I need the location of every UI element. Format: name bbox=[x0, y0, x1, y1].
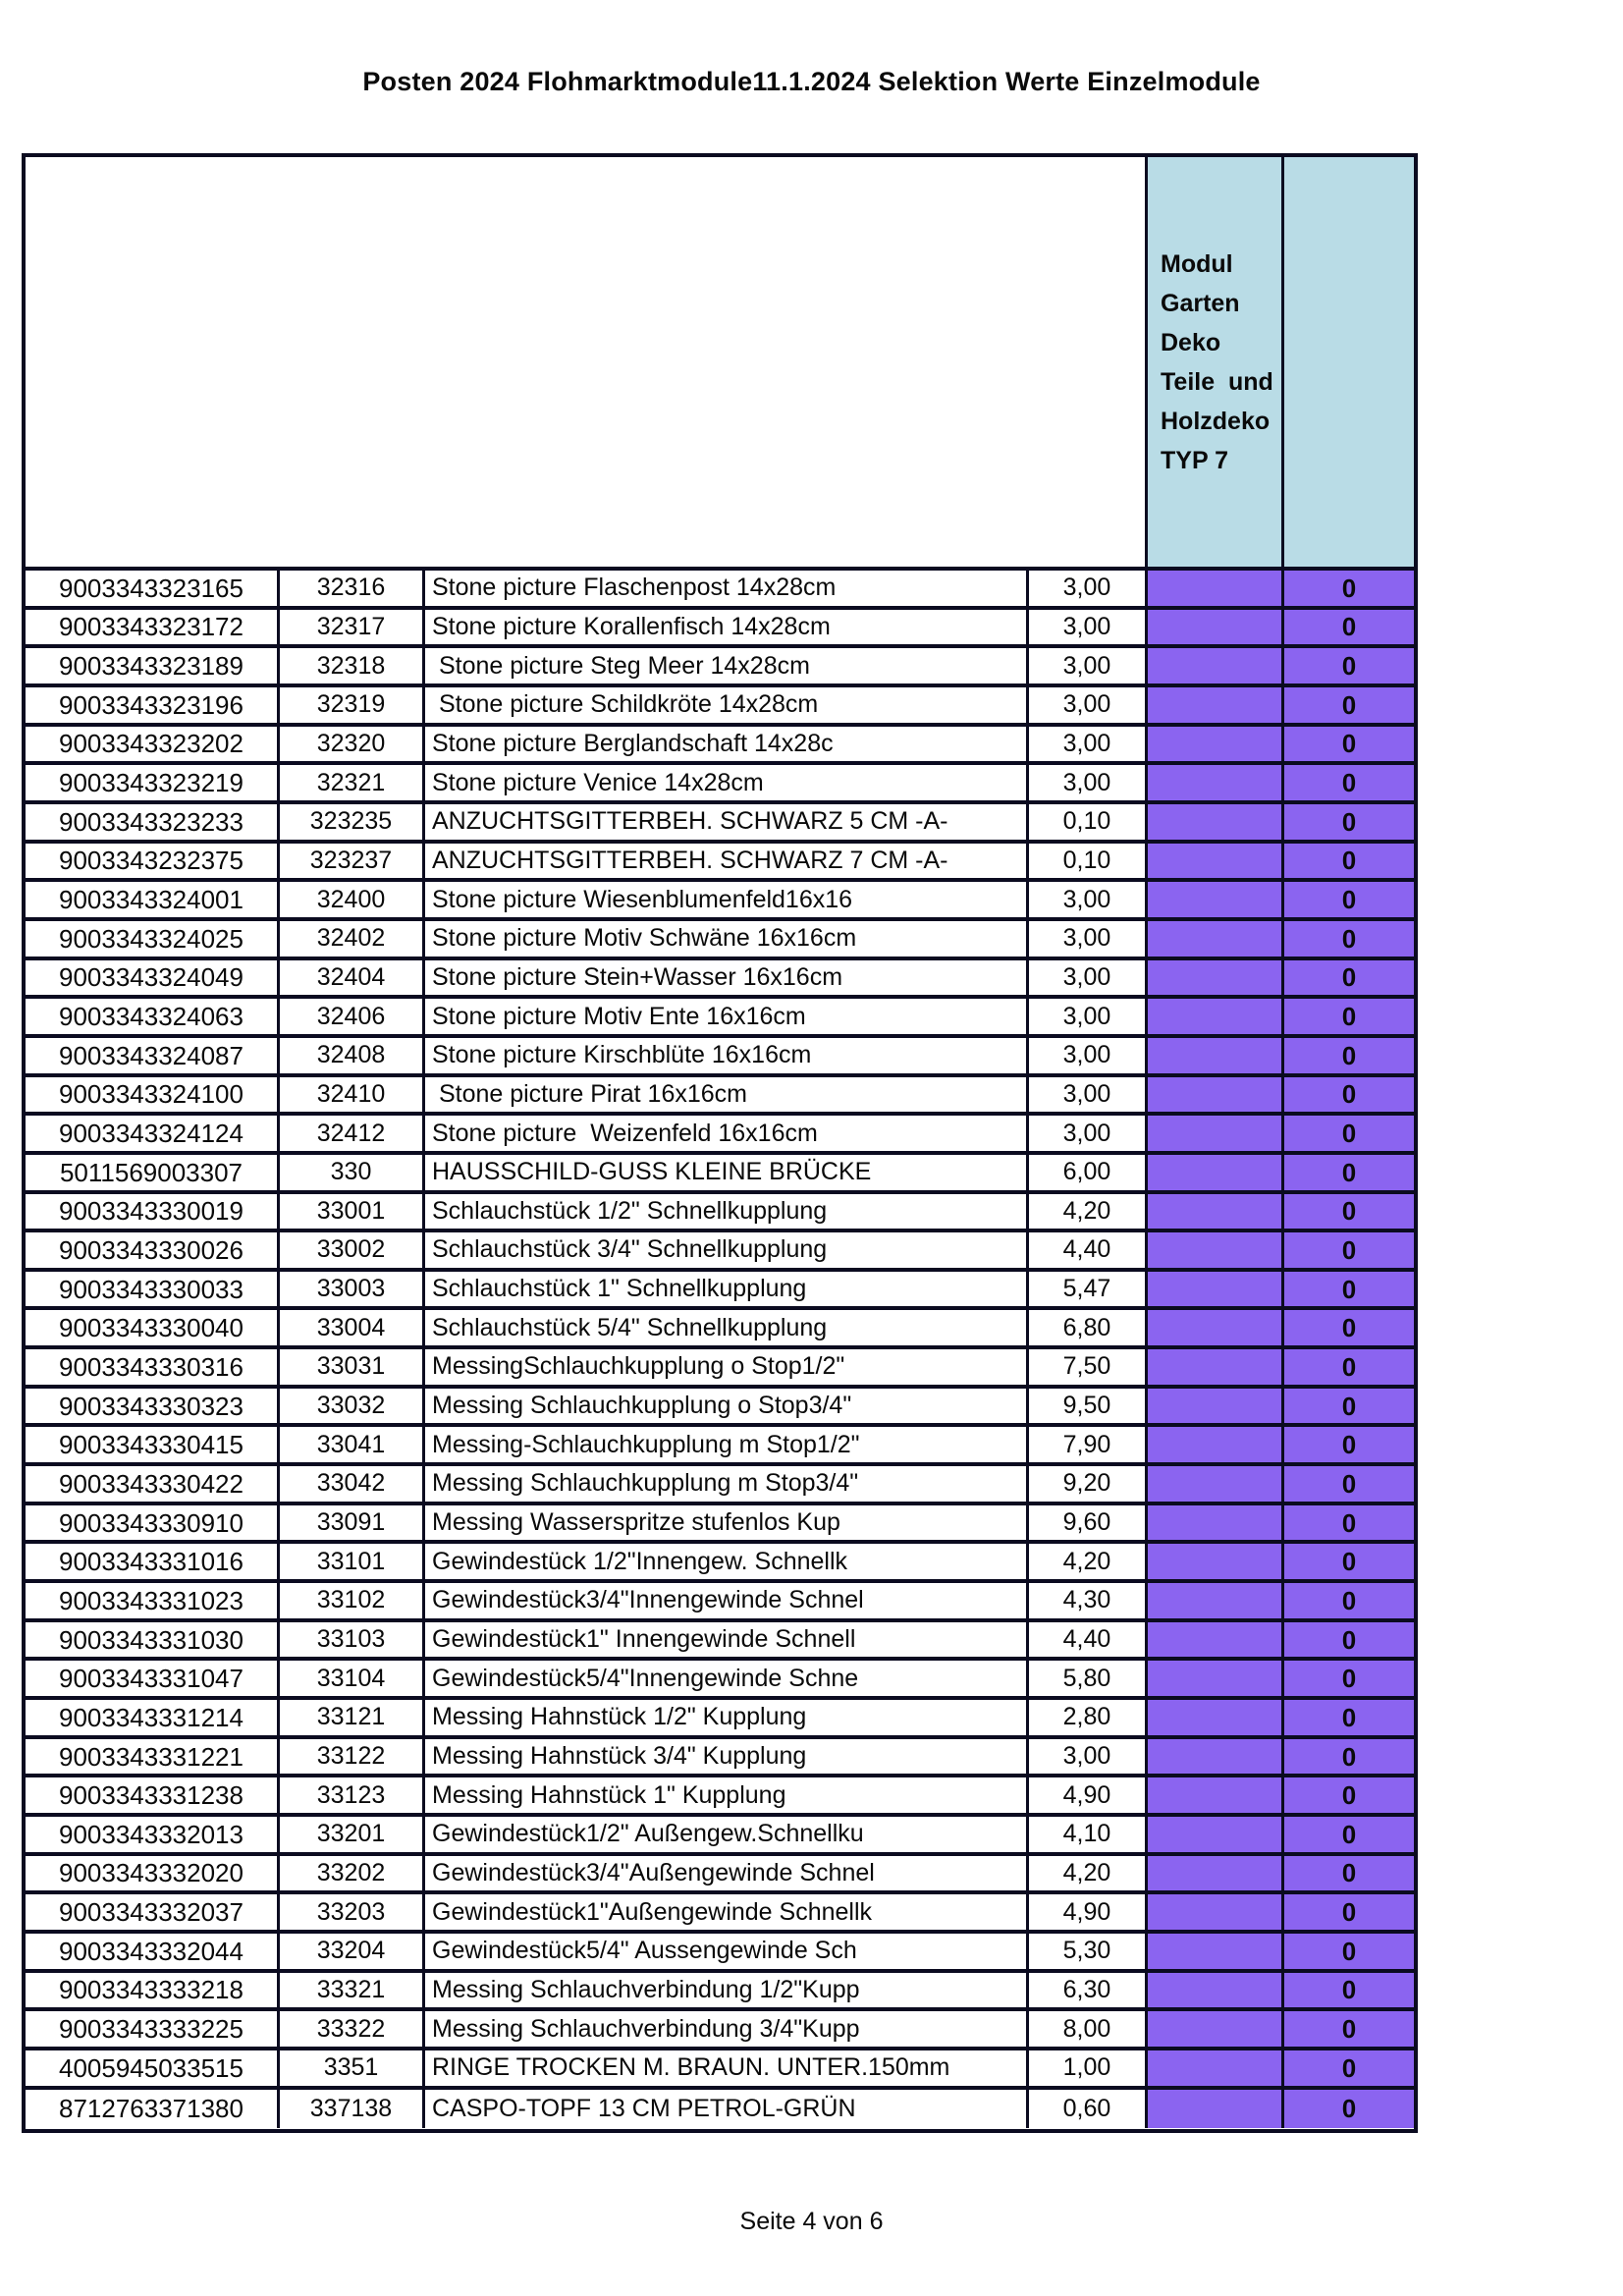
page-title: Posten 2024 Flohmarktmodule11.1.2024 Selektion Werte Einzelmodule bbox=[362, 67, 1261, 96]
price-cell: 3,00 bbox=[1029, 687, 1148, 727]
module-blank-cell bbox=[1148, 1856, 1284, 1895]
module-blank-cell bbox=[1148, 727, 1284, 766]
description-cell: Gewindestück3/4"Außengewinde Schnel bbox=[425, 1856, 1029, 1895]
qty-cell: 0 bbox=[1284, 1155, 1414, 1194]
price-cell: 6,30 bbox=[1029, 1973, 1148, 2012]
article-cell: 32406 bbox=[280, 999, 425, 1038]
ean-cell: 9003343323172 bbox=[26, 610, 280, 649]
ean-cell: 9003343324124 bbox=[26, 1116, 280, 1155]
article-cell: 33101 bbox=[280, 1544, 425, 1583]
qty-cell: 0 bbox=[1284, 1817, 1414, 1856]
qty-cell: 0 bbox=[1284, 1427, 1414, 1466]
module-blank-cell bbox=[1148, 1817, 1284, 1856]
ean-cell: 9003343330040 bbox=[26, 1310, 280, 1349]
price-cell: 4,90 bbox=[1029, 1777, 1148, 1817]
description-cell: Messing Hahnstück 3/4" Kupplung bbox=[425, 1739, 1029, 1778]
qty-cell: 0 bbox=[1284, 960, 1414, 1000]
article-cell: 330 bbox=[280, 1155, 425, 1194]
description-cell: Schlauchstück 1/2" Schnellkupplung bbox=[425, 1194, 1029, 1233]
module-blank-cell bbox=[1148, 687, 1284, 727]
module-blank-cell bbox=[1148, 1272, 1284, 1311]
price-cell: 4,40 bbox=[1029, 1232, 1148, 1272]
module-blank-cell bbox=[1148, 648, 1284, 687]
qty-cell: 0 bbox=[1284, 1466, 1414, 1505]
price-cell: 7,50 bbox=[1029, 1349, 1148, 1389]
price-cell: 0,60 bbox=[1029, 2090, 1148, 2129]
module-blank-cell bbox=[1148, 999, 1284, 1038]
module-blank-cell bbox=[1148, 1739, 1284, 1778]
article-cell: 33004 bbox=[280, 1310, 425, 1349]
ean-cell: 9003343331047 bbox=[26, 1661, 280, 1700]
ean-cell: 8712763371380 bbox=[26, 2090, 280, 2129]
qty-cell: 0 bbox=[1284, 648, 1414, 687]
ean-cell: 9003343324001 bbox=[26, 882, 280, 921]
qty-cell: 0 bbox=[1284, 571, 1414, 610]
price-cell: 3,00 bbox=[1029, 648, 1148, 687]
module-blank-cell bbox=[1148, 1310, 1284, 1349]
price-cell: 9,20 bbox=[1029, 1466, 1148, 1505]
article-cell: 33123 bbox=[280, 1777, 425, 1817]
module-blank-cell bbox=[1148, 765, 1284, 804]
description-cell: RINGE TROCKEN M. BRAUN. UNTER.150mm bbox=[425, 2050, 1029, 2090]
description-cell: Stone picture Kirschblüte 16x16cm bbox=[425, 1038, 1029, 1077]
description-cell: Messing Schlauchkupplung m Stop3/4" bbox=[425, 1466, 1029, 1505]
qty-cell: 0 bbox=[1284, 1505, 1414, 1545]
article-cell: 33001 bbox=[280, 1194, 425, 1233]
description-cell: Stone picture Schildkröte 14x28cm bbox=[425, 687, 1029, 727]
price-cell: 0,10 bbox=[1029, 844, 1148, 883]
ean-cell: 9003343324063 bbox=[26, 999, 280, 1038]
qty-cell: 0 bbox=[1284, 882, 1414, 921]
price-cell: 3,00 bbox=[1029, 765, 1148, 804]
price-cell: 2,80 bbox=[1029, 1700, 1148, 1739]
price-cell: 4,10 bbox=[1029, 1817, 1148, 1856]
module-blank-cell bbox=[1148, 1077, 1284, 1117]
module-header-line: Garten bbox=[1161, 289, 1240, 317]
ean-cell: 9003343324049 bbox=[26, 960, 280, 1000]
ean-cell: 4005945033515 bbox=[26, 2050, 280, 2090]
qty-cell: 0 bbox=[1284, 1583, 1414, 1622]
description-cell: Gewindestück1" Innengewinde Schnell bbox=[425, 1622, 1029, 1662]
module-header-text bbox=[1148, 245, 1273, 480]
article-cell: 32316 bbox=[280, 571, 425, 610]
ean-cell: 9003343332044 bbox=[26, 1934, 280, 1973]
price-cell: 3,00 bbox=[1029, 921, 1148, 960]
qty-cell: 0 bbox=[1284, 2050, 1414, 2090]
ean-cell: 9003343323165 bbox=[26, 571, 280, 610]
module-header-line: TYP 7 bbox=[1161, 446, 1229, 474]
module-header-line: Deko bbox=[1161, 328, 1221, 356]
ean-cell: 9003343330422 bbox=[26, 1466, 280, 1505]
article-cell: 3351 bbox=[280, 2050, 425, 2090]
qty-cell: 0 bbox=[1284, 765, 1414, 804]
article-cell: 32408 bbox=[280, 1038, 425, 1077]
ean-cell: 9003343232375 bbox=[26, 844, 280, 883]
description-cell: Gewindestück1/2" Außengew.Schnellku bbox=[425, 1817, 1029, 1856]
description-cell: Messing Schlauchverbindung 3/4"Kupp bbox=[425, 2011, 1029, 2050]
article-cell: 33202 bbox=[280, 1856, 425, 1895]
article-cell: 33122 bbox=[280, 1739, 425, 1778]
ean-cell: 9003343331214 bbox=[26, 1700, 280, 1739]
description-cell: Stone picture Wiesenblumenfeld16x16 bbox=[425, 882, 1029, 921]
module-header-empty-cell bbox=[1284, 157, 1414, 571]
module-blank-cell bbox=[1148, 804, 1284, 844]
module-blank-cell bbox=[1148, 1583, 1284, 1622]
article-cell: 33103 bbox=[280, 1622, 425, 1662]
article-cell: 33041 bbox=[280, 1427, 425, 1466]
price-cell: 3,00 bbox=[1029, 1739, 1148, 1778]
qty-cell: 0 bbox=[1284, 1544, 1414, 1583]
module-blank-cell bbox=[1148, 1349, 1284, 1389]
module-blank-cell bbox=[1148, 1155, 1284, 1194]
description-cell: Stone picture Venice 14x28cm bbox=[425, 765, 1029, 804]
module-blank-cell bbox=[1148, 2090, 1284, 2129]
price-cell: 5,30 bbox=[1029, 1934, 1148, 1973]
qty-cell: 0 bbox=[1284, 2011, 1414, 2050]
ean-cell: 9003343331016 bbox=[26, 1544, 280, 1583]
ean-cell: 9003343323202 bbox=[26, 727, 280, 766]
article-cell: 323235 bbox=[280, 804, 425, 844]
price-cell: 3,00 bbox=[1029, 999, 1148, 1038]
price-cell: 5,80 bbox=[1029, 1661, 1148, 1700]
price-cell: 6,80 bbox=[1029, 1310, 1148, 1349]
price-cell: 1,00 bbox=[1029, 2050, 1148, 2090]
article-cell: 33091 bbox=[280, 1505, 425, 1545]
qty-cell: 0 bbox=[1284, 1389, 1414, 1428]
ean-cell: 9003343330415 bbox=[26, 1427, 280, 1466]
price-cell: 4,40 bbox=[1029, 1622, 1148, 1662]
module-blank-cell bbox=[1148, 882, 1284, 921]
price-cell: 3,00 bbox=[1029, 882, 1148, 921]
description-cell: Stone picture Stein+Wasser 16x16cm bbox=[425, 960, 1029, 1000]
qty-cell: 0 bbox=[1284, 1232, 1414, 1272]
module-blank-cell bbox=[1148, 921, 1284, 960]
article-cell: 33201 bbox=[280, 1817, 425, 1856]
ean-cell: 9003343324100 bbox=[26, 1077, 280, 1117]
price-cell: 5,47 bbox=[1029, 1272, 1148, 1311]
price-cell: 4,20 bbox=[1029, 1544, 1148, 1583]
ean-cell: 9003343332020 bbox=[26, 1856, 280, 1895]
article-cell: 32318 bbox=[280, 648, 425, 687]
qty-cell: 0 bbox=[1284, 1116, 1414, 1155]
module-blank-cell bbox=[1148, 1389, 1284, 1428]
page-footer: Seite 4 von 6 bbox=[739, 2208, 884, 2235]
description-cell: Stone picture Pirat 16x16cm bbox=[425, 1077, 1029, 1117]
module-blank-cell bbox=[1148, 1427, 1284, 1466]
ean-cell: 9003343330316 bbox=[26, 1349, 280, 1389]
ean-cell: 9003343324087 bbox=[26, 1038, 280, 1077]
description-cell: Stone picture Motiv Ente 16x16cm bbox=[425, 999, 1029, 1038]
module-blank-cell bbox=[1148, 1544, 1284, 1583]
description-cell: CASPO-TOPF 13 CM PETROL-GRÜN bbox=[425, 2090, 1029, 2129]
module-blank-cell bbox=[1148, 2011, 1284, 2050]
module-blank-cell bbox=[1148, 1505, 1284, 1545]
article-cell: 337138 bbox=[280, 2090, 425, 2129]
article-cell: 33002 bbox=[280, 1232, 425, 1272]
article-cell: 32321 bbox=[280, 765, 425, 804]
description-cell: ANZUCHTSGITTERBEH. SCHWARZ 5 CM -A- bbox=[425, 804, 1029, 844]
article-cell: 32410 bbox=[280, 1077, 425, 1117]
description-cell: Gewindestück5/4"Innengewinde Schne bbox=[425, 1661, 1029, 1700]
product-table bbox=[22, 153, 1418, 2133]
qty-cell: 0 bbox=[1284, 1272, 1414, 1311]
ean-cell: 9003343323196 bbox=[26, 687, 280, 727]
qty-cell: 0 bbox=[1284, 1622, 1414, 1662]
description-cell: Messing Schlauchverbindung 1/2"Kupp bbox=[425, 1973, 1029, 2012]
ean-cell: 9003343333218 bbox=[26, 1973, 280, 2012]
price-cell: 3,00 bbox=[1029, 1116, 1148, 1155]
description-cell: Messing Schlauchkupplung o Stop3/4" bbox=[425, 1389, 1029, 1428]
qty-cell: 0 bbox=[1284, 1700, 1414, 1739]
description-cell: Schlauchstück 3/4" Schnellkupplung bbox=[425, 1232, 1029, 1272]
description-cell: Messing Wasserspritze stufenlos Kup bbox=[425, 1505, 1029, 1545]
qty-cell: 0 bbox=[1284, 1777, 1414, 1817]
module-blank-cell bbox=[1148, 1661, 1284, 1700]
article-cell: 32317 bbox=[280, 610, 425, 649]
qty-cell: 0 bbox=[1284, 1934, 1414, 1973]
description-cell: Stone picture Flaschenpost 14x28cm bbox=[425, 571, 1029, 610]
description-cell: Messing-Schlauchkupplung m Stop1/2" bbox=[425, 1427, 1029, 1466]
qty-cell: 0 bbox=[1284, 1973, 1414, 2012]
ean-cell: 9003343323233 bbox=[26, 804, 280, 844]
module-blank-cell bbox=[1148, 1934, 1284, 1973]
module-blank-cell bbox=[1148, 1894, 1284, 1934]
qty-cell: 0 bbox=[1284, 999, 1414, 1038]
price-cell: 3,00 bbox=[1029, 571, 1148, 610]
article-cell: 32404 bbox=[280, 960, 425, 1000]
article-cell: 33042 bbox=[280, 1466, 425, 1505]
article-cell: 32319 bbox=[280, 687, 425, 727]
price-cell: 4,90 bbox=[1029, 1894, 1148, 1934]
module-blank-cell bbox=[1148, 1700, 1284, 1739]
module-blank-cell bbox=[1148, 1116, 1284, 1155]
module-blank-cell bbox=[1148, 1777, 1284, 1817]
description-cell: ANZUCHTSGITTERBEH. SCHWARZ 7 CM -A- bbox=[425, 844, 1029, 883]
ean-cell: 9003343331221 bbox=[26, 1739, 280, 1778]
article-cell: 33322 bbox=[280, 2011, 425, 2050]
qty-cell: 0 bbox=[1284, 1739, 1414, 1778]
description-cell: Gewindestück1"Außengewinde Schnellk bbox=[425, 1894, 1029, 1934]
article-cell: 33321 bbox=[280, 1973, 425, 2012]
qty-cell: 0 bbox=[1284, 1661, 1414, 1700]
article-cell: 33031 bbox=[280, 1349, 425, 1389]
article-cell: 33102 bbox=[280, 1583, 425, 1622]
description-cell: Messing Hahnstück 1" Kupplung bbox=[425, 1777, 1029, 1817]
price-cell: 3,00 bbox=[1029, 1077, 1148, 1117]
article-cell: 33032 bbox=[280, 1389, 425, 1428]
ean-cell: 9003343331023 bbox=[26, 1583, 280, 1622]
description-cell: Gewindestück5/4" Aussengewinde Sch bbox=[425, 1934, 1029, 1973]
module-header-line: Modul bbox=[1161, 249, 1233, 278]
price-cell: 6,00 bbox=[1029, 1155, 1148, 1194]
module-header-line: Teile und bbox=[1161, 367, 1273, 396]
ean-cell: 9003343330019 bbox=[26, 1194, 280, 1233]
ean-cell: 9003343323189 bbox=[26, 648, 280, 687]
price-cell: 3,00 bbox=[1029, 1038, 1148, 1077]
description-cell: MessingSchlauchkupplung o Stop1/2" bbox=[425, 1349, 1029, 1389]
price-cell: 4,20 bbox=[1029, 1194, 1148, 1233]
description-cell: Stone picture Motiv Schwäne 16x16cm bbox=[425, 921, 1029, 960]
description-cell: Messing Hahnstück 1/2" Kupplung bbox=[425, 1700, 1029, 1739]
ean-cell: 9003343330323 bbox=[26, 1389, 280, 1428]
description-cell: Stone picture Korallenfisch 14x28cm bbox=[425, 610, 1029, 649]
qty-cell: 0 bbox=[1284, 2090, 1414, 2129]
description-cell: Gewindestück 1/2"Innengew. Schnellk bbox=[425, 1544, 1029, 1583]
article-cell: 32412 bbox=[280, 1116, 425, 1155]
description-cell: Schlauchstück 1" Schnellkupplung bbox=[425, 1272, 1029, 1311]
article-cell: 33104 bbox=[280, 1661, 425, 1700]
article-cell: 323237 bbox=[280, 844, 425, 883]
description-cell: Schlauchstück 5/4" Schnellkupplung bbox=[425, 1310, 1029, 1349]
price-cell: 4,30 bbox=[1029, 1583, 1148, 1622]
qty-cell: 0 bbox=[1284, 1349, 1414, 1389]
price-cell: 8,00 bbox=[1029, 2011, 1148, 2050]
ean-cell: 9003343324025 bbox=[26, 921, 280, 960]
qty-cell: 0 bbox=[1284, 1894, 1414, 1934]
module-blank-cell bbox=[1148, 1194, 1284, 1233]
module-blank-cell bbox=[1148, 1038, 1284, 1077]
module-blank-cell bbox=[1148, 1232, 1284, 1272]
price-cell: 3,00 bbox=[1029, 610, 1148, 649]
description-cell: Stone picture Steg Meer 14x28cm bbox=[425, 648, 1029, 687]
price-cell: 3,00 bbox=[1029, 727, 1148, 766]
price-cell: 4,20 bbox=[1029, 1856, 1148, 1895]
qty-cell: 0 bbox=[1284, 1856, 1414, 1895]
ean-cell: 9003343323219 bbox=[26, 765, 280, 804]
article-cell: 33121 bbox=[280, 1700, 425, 1739]
module-blank-cell bbox=[1148, 960, 1284, 1000]
article-cell: 33203 bbox=[280, 1894, 425, 1934]
qty-cell: 0 bbox=[1284, 1077, 1414, 1117]
price-cell: 7,90 bbox=[1029, 1427, 1148, 1466]
module-blank-cell bbox=[1148, 1466, 1284, 1505]
module-blank-cell bbox=[1148, 2050, 1284, 2090]
qty-cell: 0 bbox=[1284, 921, 1414, 960]
qty-cell: 0 bbox=[1284, 1310, 1414, 1349]
qty-cell: 0 bbox=[1284, 844, 1414, 883]
qty-cell: 0 bbox=[1284, 1038, 1414, 1077]
ean-cell: 9003343330910 bbox=[26, 1505, 280, 1545]
article-cell: 33204 bbox=[280, 1934, 425, 1973]
price-cell: 9,60 bbox=[1029, 1505, 1148, 1545]
price-cell: 9,50 bbox=[1029, 1389, 1148, 1428]
ean-cell: 9003343331030 bbox=[26, 1622, 280, 1662]
module-blank-cell bbox=[1148, 571, 1284, 610]
module-blank-cell bbox=[1148, 1973, 1284, 2012]
module-blank-cell bbox=[1148, 1622, 1284, 1662]
ean-cell: 9003343330026 bbox=[26, 1232, 280, 1272]
price-cell: 3,00 bbox=[1029, 960, 1148, 1000]
ean-cell: 9003343333225 bbox=[26, 2011, 280, 2050]
module-header-line: Holzdeko bbox=[1161, 407, 1271, 435]
module-blank-cell bbox=[1148, 844, 1284, 883]
qty-cell: 0 bbox=[1284, 610, 1414, 649]
article-cell: 32320 bbox=[280, 727, 425, 766]
ean-cell: 9003343332013 bbox=[26, 1817, 280, 1856]
header-blank-area bbox=[26, 157, 1148, 571]
qty-cell: 0 bbox=[1284, 727, 1414, 766]
ean-cell: 9003343330033 bbox=[26, 1272, 280, 1311]
article-cell: 32402 bbox=[280, 921, 425, 960]
qty-cell: 0 bbox=[1284, 1194, 1414, 1233]
module-header-cell bbox=[1148, 157, 1284, 571]
qty-cell: 0 bbox=[1284, 687, 1414, 727]
description-cell: HAUSSCHILD-GUSS KLEINE BRÜCKE bbox=[425, 1155, 1029, 1194]
price-cell: 0,10 bbox=[1029, 804, 1148, 844]
qty-cell: 0 bbox=[1284, 804, 1414, 844]
ean-cell: 5011569003307 bbox=[26, 1155, 280, 1194]
module-blank-cell bbox=[1148, 610, 1284, 649]
description-cell: Gewindestück3/4"Innengewinde Schnel bbox=[425, 1583, 1029, 1622]
description-cell: Stone picture Berglandschaft 14x28c bbox=[425, 727, 1029, 766]
ean-cell: 9003343332037 bbox=[26, 1894, 280, 1934]
article-cell: 33003 bbox=[280, 1272, 425, 1311]
article-cell: 32400 bbox=[280, 882, 425, 921]
description-cell: Stone picture Weizenfeld 16x16cm bbox=[425, 1116, 1029, 1155]
ean-cell: 9003343331238 bbox=[26, 1777, 280, 1817]
